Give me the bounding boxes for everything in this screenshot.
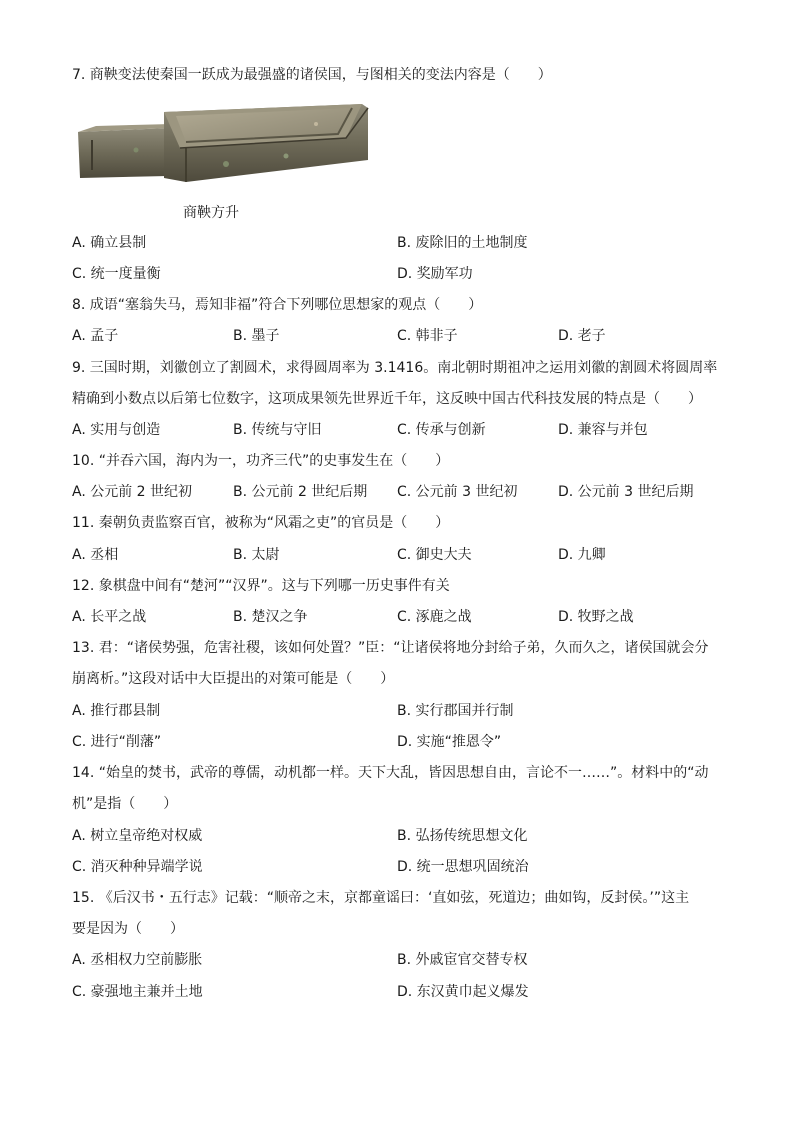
q15-option-c[interactable]: C. 豪强地主兼并土地 <box>72 984 203 1000</box>
figure-caption: 商鞅方升 <box>183 205 239 221</box>
q10-option-b[interactable]: B. 公元前 2 世纪后期 <box>233 484 368 500</box>
q10-option-d[interactable]: D. 公元前 3 世纪后期 <box>558 484 694 500</box>
q7-option-c[interactable]: C. 统一度量衡 <box>72 266 161 282</box>
q7-option-d[interactable]: D. 奖励军功 <box>397 266 473 282</box>
q7-option-a[interactable]: A. 确立县制 <box>72 235 147 251</box>
q13-option-d[interactable]: D. 实施“推恩令” <box>397 734 502 750</box>
q11-option-a[interactable]: A. 丞相 <box>72 547 119 563</box>
question-15-stem-line-1: 15. 《后汉书・五行志》记载：“顺帝之末，京都童谣曰：‘直如弦，死道边；曲如钩，反封侯。’”这主 <box>72 890 690 906</box>
q13-option-c[interactable]: C. 进行“削藩” <box>72 734 162 750</box>
q9-option-a[interactable]: A. 实用与创造 <box>72 422 161 438</box>
q12-option-b[interactable]: B. 楚汉之争 <box>233 609 308 625</box>
q9-option-d[interactable]: D. 兼容与并包 <box>558 422 648 438</box>
q14-option-a[interactable]: A. 树立皇帝绝对权威 <box>72 828 203 844</box>
q14-option-b[interactable]: B. 弘扬传统思想文化 <box>397 828 528 844</box>
question-9-stem-line-2: 精确到小数点以后第七位数字，这项成果领先世界近千年，这反映中国古代科技发展的特点是（ ） <box>72 391 702 407</box>
question-14-stem-line-1: 14. “始皇的焚书，武帝的尊儒，动机都一样。天下大乱，皆因思想自由，言论不一……”。材料中的“动 <box>72 765 709 781</box>
shang-yang-fangsheng-image <box>76 98 372 184</box>
q10-option-c[interactable]: C. 公元前 3 世纪初 <box>397 484 518 500</box>
q8-option-a[interactable]: A. 孟子 <box>72 328 119 344</box>
q14-option-d[interactable]: D. 统一思想巩固统治 <box>397 859 529 875</box>
q9-option-b[interactable]: B. 传统与守旧 <box>233 422 322 438</box>
question-13-stem-line-2: 崩离析。”这段对话中大臣提出的对策可能是（ ） <box>72 671 395 687</box>
q7-option-b[interactable]: B. 废除旧的土地制度 <box>397 235 528 251</box>
q12-option-c[interactable]: C. 涿鹿之战 <box>397 609 472 625</box>
q15-option-a[interactable]: A. 丞相权力空前膨胀 <box>72 952 203 968</box>
question-12-stem: 12. 象棋盘中间有“楚河”“汉界”。这与下列哪一历史事件有关 <box>72 578 450 594</box>
question-11-stem: 11. 秦朝负责监察百官，被称为“风霜之吏”的官员是（ ） <box>72 515 450 531</box>
q15-option-b[interactable]: B. 外戚宦官交替专权 <box>397 952 528 968</box>
question-8-stem: 8. 成语“塞翁失马，焉知非福”符合下列哪位思想家的观点（ ） <box>72 297 483 313</box>
question-9-stem-line-1: 9. 三国时期，刘徽创立了割圆术，求得圆周率为 3.1416。南北朝时期祖冲之运用刘徽的割圆术将圆周率 <box>72 360 718 376</box>
q13-option-a[interactable]: A. 推行郡县制 <box>72 703 161 719</box>
q11-option-d[interactable]: D. 九卿 <box>558 547 606 563</box>
q8-option-d[interactable]: D. 老子 <box>558 328 606 344</box>
question-13-stem-line-1: 13. 君：“诸侯势强，危害社稷，该如何处置？”臣：“让诸侯将地分封给子弟，久而久之，诸侯国就会分 <box>72 640 709 656</box>
q12-option-a[interactable]: A. 长平之战 <box>72 609 147 625</box>
q11-option-c[interactable]: C. 御史大夫 <box>397 547 472 563</box>
question-7-stem: 7. 商鞅变法使秦国一跃成为最强盛的诸侯国，与图相关的变法内容是（ ） <box>72 67 552 83</box>
question-10-stem: 10. “并吞六国，海内为一，功齐三代”的史事发生在（ ） <box>72 453 450 469</box>
q8-option-b[interactable]: B. 墨子 <box>233 328 280 344</box>
q8-option-c[interactable]: C. 韩非子 <box>397 328 458 344</box>
question-14-stem-line-2: 机”是指（ ） <box>72 796 178 812</box>
q14-option-c[interactable]: C. 消灭种种异端学说 <box>72 859 203 875</box>
q9-option-c[interactable]: C. 传承与创新 <box>397 422 486 438</box>
question-15-stem-line-2: 要是因为（ ） <box>72 921 184 937</box>
q11-option-b[interactable]: B. 太尉 <box>233 547 280 563</box>
q12-option-d[interactable]: D. 牧野之战 <box>558 609 634 625</box>
q15-option-d[interactable]: D. 东汉黄巾起义爆发 <box>397 984 529 1000</box>
q10-option-a[interactable]: A. 公元前 2 世纪初 <box>72 484 193 500</box>
q13-option-b[interactable]: B. 实行郡国并行制 <box>397 703 514 719</box>
